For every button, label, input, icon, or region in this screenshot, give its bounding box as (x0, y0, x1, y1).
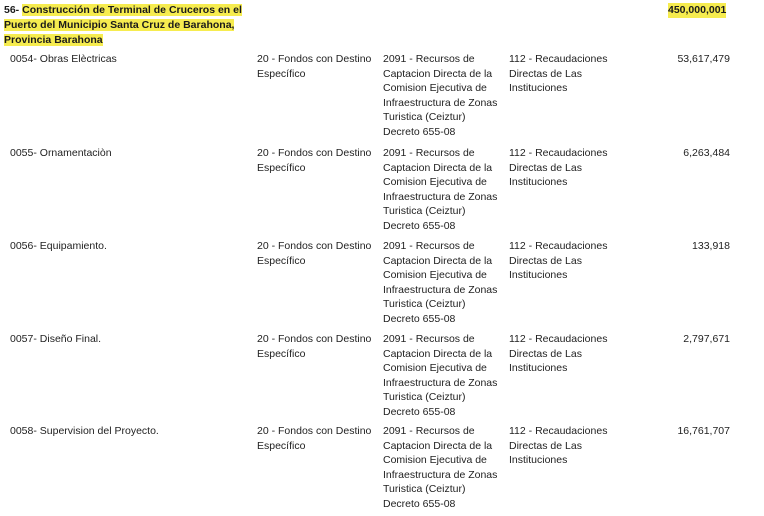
budget-row (0, 424, 764, 516)
item-label: 0056- Equipamiento. (10, 240, 107, 252)
budget-row (0, 332, 764, 424)
project-number: 56- (4, 4, 20, 16)
source-label: 2091 - Recursos de Captacion Directa de la Comision Ejecutiva de Infraestructura de Zonas Turistica (Ceiztur) Decreto 655-08 (383, 425, 498, 510)
project-title (4, 3, 244, 48)
fund-label: 20 - Fondos con Destino Específico (257, 53, 372, 80)
org-label: 112 - Recaudaciones Directas de Las Instituciones (509, 53, 608, 95)
fund-label: 20 - Fondos con Destino Específico (257, 240, 372, 267)
org-label: 112 - Recaudaciones Directas de Las Instituciones (509, 333, 608, 375)
amount-value: 53,617,479 (677, 53, 730, 65)
item-label: 0055- Ornamentaciòn (10, 147, 112, 159)
org-label: 112 - Recaudaciones Directas de Las Instituciones (509, 425, 608, 467)
source-label: 2091 - Recursos de Captacion Directa de la Comision Ejecutiva de Infraestructura de Zonas Turistica (Ceiztur) Decreto 655-08 (383, 147, 498, 232)
org-label: 112 - Recaudaciones Directas de Las Instituciones (509, 147, 608, 189)
project-name: Construcción de Terminal de Cruceros en el Puerto del Municipio Santa Cruz de Barahona, Provincia Barahona (4, 4, 242, 46)
project-total: 450,000,001 (668, 4, 727, 16)
budget-row (0, 239, 764, 331)
amount-value: 16,761,707 (677, 425, 730, 437)
item-label: 0058- Supervision del Proyecto. (10, 425, 159, 437)
project-header (0, 0, 764, 48)
fund-label: 20 - Fondos con Destino Específico (257, 147, 372, 174)
org-label: 112 - Recaudaciones Directas de Las Instituciones (509, 240, 608, 282)
source-label: 2091 - Recursos de Captacion Directa de la Comision Ejecutiva de Infraestructura de Zonas Turistica (Ceiztur) Decreto 655-08 (383, 53, 498, 138)
budget-row (0, 52, 764, 144)
amount-value: 2,797,671 (683, 333, 730, 345)
source-label: 2091 - Recursos de Captacion Directa de la Comision Ejecutiva de Infraestructura de Zonas Turistica (Ceiztur) Decreto 655-08 (383, 240, 498, 325)
fund-label: 20 - Fondos con Destino Específico (257, 425, 372, 452)
amount-value: 133,918 (692, 240, 730, 252)
source-label: 2091 - Recursos de Captacion Directa de la Comision Ejecutiva de Infraestructura de Zonas Turistica (Ceiztur) Decreto 655-08 (383, 333, 498, 418)
budget-row (0, 146, 764, 238)
fund-label: 20 - Fondos con Destino Específico (257, 333, 372, 360)
item-label: 0054- Obras Elèctricas (10, 53, 117, 65)
item-label: 0057- Diseño Final. (10, 333, 102, 345)
amount-value: 6,263,484 (683, 147, 730, 159)
